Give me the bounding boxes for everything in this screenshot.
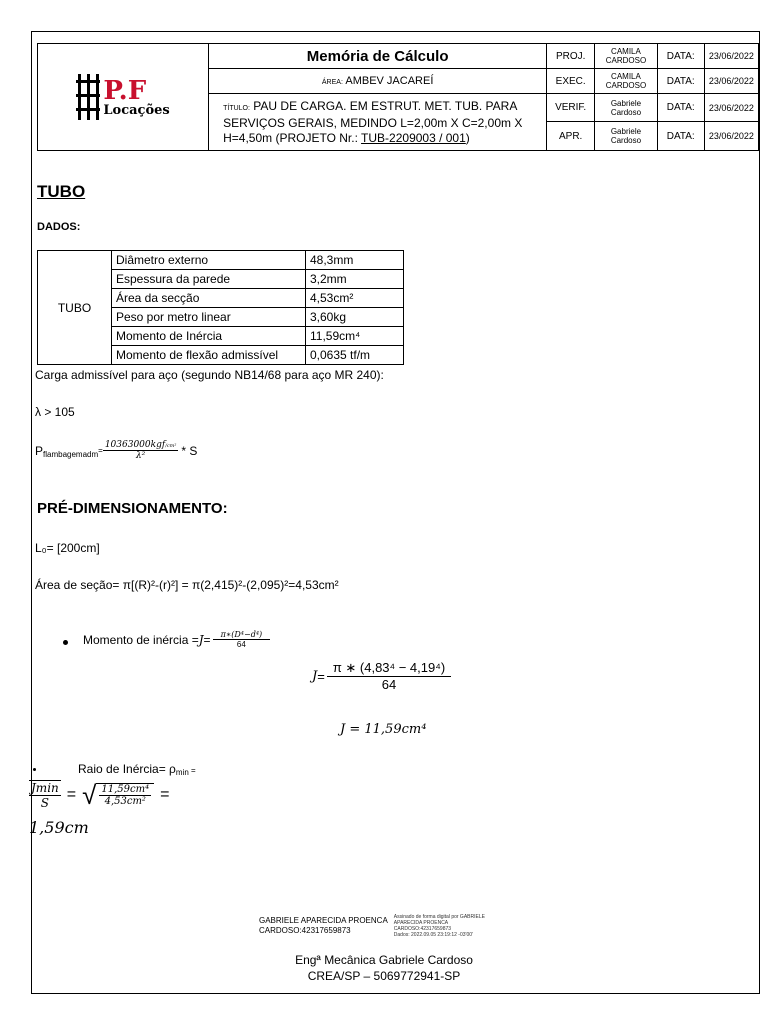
company-logo: [38, 44, 209, 151]
name-apr: Gabriele Cardoso: [595, 122, 658, 151]
date-label: DATA:: [657, 69, 704, 94]
pipe-data-table: [37, 250, 404, 365]
date-value: 23/06/2022: [704, 44, 758, 69]
date-value: 23/06/2022: [704, 94, 758, 122]
area-secao-text: Área de seção= π[(R)²-(r)²] = π(2,415)²-(2,095)²=4,53cm²: [35, 578, 339, 592]
date-value: 23/06/2022: [704, 122, 758, 151]
section-heading-tubo: TUBO: [37, 182, 86, 201]
logo-subtitle: Locações: [103, 102, 170, 118]
digital-signature: GABRIELE APARECIDA PROENCA CARDOSO:42317659873 Assinado de forma digital por GABRIELE APARECIDA PROENCA CARDOSO:42317659873 Dados: 2022.09.05 23:19:12 -03'00': [259, 914, 485, 938]
date-label: DATA:: [657, 44, 704, 69]
table-cell: 0,0635 tf/m: [306, 346, 404, 365]
table-cell: 3,2mm: [306, 270, 404, 289]
scaffold-icon: [76, 74, 100, 120]
inercia-calc: J = $\frac{\text{π ∗ (4,83⁴ − 4,19⁴)}}{64}$: [312, 660, 451, 692]
bullet-icon: [33, 768, 36, 771]
logo-brand: P.F: [103, 75, 147, 106]
table-cell: Momento de flexão admissível: [112, 346, 306, 365]
engineer-name: Engª Mecânica Gabriele Cardoso: [295, 953, 473, 967]
table-cell: 4,53cm²: [306, 289, 404, 308]
name-proj: CAMILA CARDOSO: [595, 44, 658, 69]
table-cell: Momento de Inércia: [112, 327, 306, 346]
crea-number: CREA/SP – 5069772941-SP: [307, 969, 461, 983]
role-proj: PROJ.: [547, 44, 595, 69]
section-heading-pre-dimensionamento: PRÉ-DIMENSIONAMENTO:: [37, 500, 228, 517]
document-title: Memória de Cálculo: [209, 44, 547, 69]
area-field: ÁREA: AMBEV JACAREÍ: [209, 69, 547, 94]
title-block: [37, 43, 759, 151]
raio-formula: $\frac{Jmin}{S}$ = √ $\frac{\text{11,59cm⁴}}{\text{4,53cm²}}$ =: [31, 780, 170, 810]
inercia-formula: Momento de inércia = J = $\frac{\text{π∗(D⁴−d⁴)}}{64}$: [83, 630, 270, 649]
date-label: DATA:: [657, 94, 704, 122]
name-verif: Gabriele Cardoso: [595, 94, 658, 122]
role-verif: VERIF.: [547, 94, 595, 122]
raio-label: Raio de Inércia= ρmin =: [78, 762, 196, 777]
dados-label: DADOS:: [37, 221, 81, 233]
table-row: [38, 251, 404, 270]
inercia-result: J = 11,59cm⁴: [340, 722, 427, 737]
table-cell: Área da secção: [112, 289, 306, 308]
table-cell: Peso por metro linear: [112, 308, 306, 327]
table-group-label: TUBO: [38, 251, 112, 365]
flambagem-formula: P flambagemadm = $\frac{\text{10363000kgf/cm²}}{\text{λ²}}$ * S: [35, 440, 198, 461]
table-cell: Espessura da parede: [112, 270, 306, 289]
name-exec: CAMILA CARDOSO: [595, 69, 658, 94]
table-cell: 48,3mm: [306, 251, 404, 270]
role-exec: EXEC.: [547, 69, 595, 94]
lambda-text: λ > 105: [35, 405, 75, 419]
date-label: DATA:: [657, 122, 704, 151]
project-number: TUB-2209003 / 001: [361, 130, 466, 145]
raio-result: 1,59cm: [29, 818, 89, 837]
bullet-icon: [63, 640, 68, 645]
titulo-field: TÍTULO: PAU DE CARGA. EM ESTRUT. MET. TUB. PARA SERVIÇOS GERAIS, MEDINDO L=2,00m X C=2,00m X H=4,50m (PROJETO Nr.: TUB-2209003 / 001): [209, 94, 547, 151]
l0-text: L₀= [200cm]: [35, 541, 100, 555]
role-apr: APR.: [547, 122, 595, 151]
table-cell: Diâmetro externo: [112, 251, 306, 270]
table-cell: 3,60kg: [306, 308, 404, 327]
date-value: 23/06/2022: [704, 69, 758, 94]
carga-text: Carga admissível para aço (segundo NB14/68 para aço MR 240):: [35, 368, 384, 382]
table-cell: 11,59cm⁴: [306, 327, 404, 346]
